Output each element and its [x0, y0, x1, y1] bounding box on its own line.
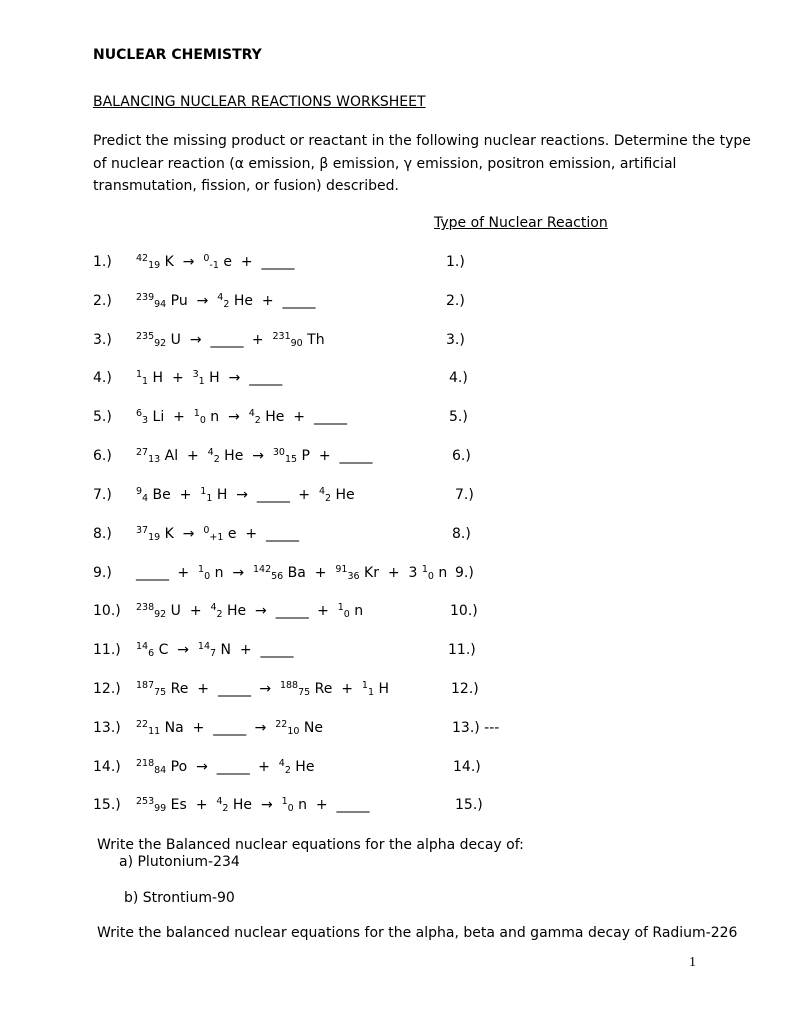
problem-number: 10.)	[93, 603, 121, 619]
problem-number: 2.)	[93, 293, 112, 309]
problem-row	[0, 370, 791, 390]
column-header: Type of Nuclear Reaction	[434, 215, 608, 231]
instructions-line: of nuclear reaction (α emission, β emission, γ emission, positron emission, artificial	[93, 155, 677, 172]
problem-number: 3.)	[93, 332, 112, 348]
problem-row	[0, 642, 791, 662]
reaction-equation: $^{238}_{92}$ U + $^4_2$ He → _____ + $^1_0$ n	[136, 602, 364, 620]
problem-number: 13.)	[93, 720, 121, 736]
answer-label: 4.)	[449, 370, 468, 386]
instructions-paragraph	[93, 130, 751, 198]
answer-label: 13.) ---	[452, 720, 500, 736]
problem-row	[0, 487, 791, 507]
document-title: NUCLEAR CHEMISTRY	[93, 47, 262, 63]
answer-label: 9.)	[455, 565, 474, 581]
problem-number: 15.)	[93, 797, 121, 813]
reaction-equation: $^{218}_{84}$ Po → _____ + $^4_2$ He	[136, 758, 315, 776]
reaction-equation: $^{14}_6$ C → $^{14}_7$ N + _____	[136, 641, 294, 659]
answer-label: 2.)	[446, 293, 465, 309]
reaction-equation: $^{239}_{94}$ Pu → $^4_2$ He + _____	[136, 292, 316, 310]
problem-row	[0, 720, 791, 740]
problem-row	[0, 681, 791, 701]
answer-label: 12.)	[451, 681, 479, 697]
answer-label: 6.)	[452, 448, 471, 464]
problem-number: 14.)	[93, 759, 121, 775]
reaction-equation: $^9_4$ Be + $^1_1$ H → _____ + $^4_2$ He	[136, 486, 355, 504]
problem-number: 5.)	[93, 409, 112, 425]
page-number: 1	[689, 955, 696, 970]
problem-row	[0, 565, 791, 585]
answer-label: 10.)	[450, 603, 478, 619]
problem-number: 4.)	[93, 370, 112, 386]
answer-label: 15.)	[455, 797, 483, 813]
problem-row	[0, 759, 791, 779]
answer-label: 8.)	[452, 526, 471, 542]
alpha-decay-item-b: b) Strontium-90	[124, 890, 235, 906]
problem-row	[0, 526, 791, 546]
reaction-equation: $^1_1$ H + $^3_1$ H → _____	[136, 369, 282, 387]
problem-row	[0, 293, 791, 313]
reaction-equation: _____ + $^1_0$ n → $^{142}_{56}$ Ba + $^{91}_{36}$ Kr + 3 $^1_0$ n	[136, 564, 448, 582]
radium-decay-prompt: Write the balanced nuclear equations for the alpha, beta and gamma decay of Radium-226	[97, 925, 738, 941]
problem-number: 6.)	[93, 448, 112, 464]
reaction-equation: $^{22}_{11}$ Na + _____ → $^{22}_{10}$ Ne	[136, 719, 323, 737]
instructions-line: transmutation, fission, or fusion) described.	[93, 178, 400, 194]
answer-label: 14.)	[453, 759, 481, 775]
reaction-equation: $^{37}_{19}$ K → $^0_{+1}$ e + _____	[136, 525, 299, 543]
problem-number: 8.)	[93, 526, 112, 542]
problem-number: 9.)	[93, 565, 112, 581]
alpha-decay-item-a: a) Plutonium-234	[119, 854, 240, 870]
answer-label: 7.)	[455, 487, 474, 503]
alpha-decay-prompt: Write the Balanced nuclear equations for the alpha decay of:	[97, 837, 524, 853]
problem-number: 1.)	[93, 254, 112, 270]
answer-label: 5.)	[449, 409, 468, 425]
answer-label: 11.)	[448, 642, 476, 658]
reaction-equation: $^{42}_{19}$ K → $^0_{-1}$ e + _____	[136, 253, 294, 271]
problem-number: 12.)	[93, 681, 121, 697]
answer-label: 1.)	[446, 254, 465, 270]
reaction-equation: $^{27}_{13}$ Al + $^4_2$ He → $^{30}_{15}$ P + _____	[136, 447, 372, 465]
reaction-equation: $^{235}_{92}$ U → _____ + $^{231}_{90}$ Th	[136, 331, 325, 349]
problem-row	[0, 797, 791, 817]
problem-row	[0, 409, 791, 429]
instructions-line: Predict the missing product or reactant in the following nuclear reactions. Determine the type	[93, 133, 751, 149]
reaction-equation: $^{253}_{99}$ Es + $^4_2$ He → $^1_0$ n + _____	[136, 796, 370, 814]
problem-row	[0, 254, 791, 274]
answer-label: 3.)	[446, 332, 465, 348]
problem-row	[0, 448, 791, 468]
worksheet-subtitle: BALANCING NUCLEAR REACTIONS WORKSHEET	[93, 94, 426, 110]
problem-number: 11.)	[93, 642, 121, 658]
reaction-equation: $^6_3$ Li + $^1_0$ n → $^4_2$ He + _____	[136, 408, 347, 426]
problem-row	[0, 603, 791, 623]
problem-row	[0, 332, 791, 352]
reaction-equation: $^{187}_{75}$ Re + _____ → $^{188}_{75}$ Re + $^1_1$ H	[136, 680, 389, 698]
problem-number: 7.)	[93, 487, 112, 503]
